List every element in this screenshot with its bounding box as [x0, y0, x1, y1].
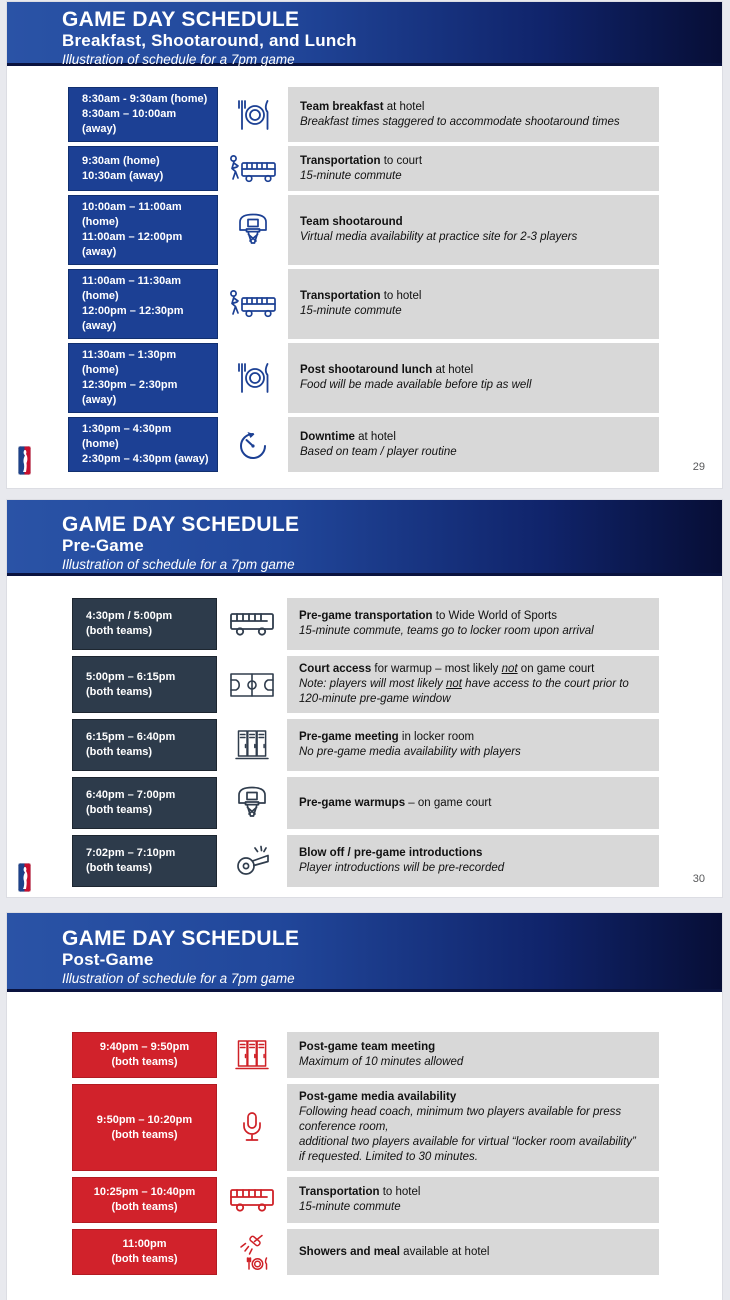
description-block: [287, 719, 659, 771]
description-detail: [299, 745, 649, 760]
mic-icon: [217, 1084, 287, 1171]
time-line: (both teams): [86, 746, 152, 758]
time-line: 5:00pm – 6:15pm: [86, 670, 176, 683]
description-heading: [300, 100, 649, 115]
description-block: [287, 656, 659, 713]
description-heading: [299, 796, 649, 811]
text-segment: Post-game team meeting: [299, 1041, 436, 1053]
text-segment: – on game court: [405, 796, 492, 809]
court-icon: [217, 656, 287, 713]
schedule-row: [72, 598, 722, 650]
text-segment: Showers and meal: [299, 1245, 400, 1258]
schedule-row: [72, 1032, 722, 1078]
time-line: 10:30am (away): [82, 169, 164, 182]
time-block: [68, 195, 218, 265]
dining-icon: [218, 87, 288, 142]
text-segment: No pre-game media availability with players: [299, 746, 521, 758]
time-line: 10:25pm – 10:40pm: [93, 1186, 196, 1198]
text-segment: to Wide World of Sports: [432, 610, 557, 622]
text-segment: Team breakfast: [300, 100, 384, 113]
description-block: [287, 777, 659, 829]
time-line: 9:30am (home): [82, 154, 160, 167]
time-line: (both teams): [111, 1128, 178, 1141]
description-block: [288, 417, 659, 472]
time-line: (both teams): [111, 1056, 178, 1068]
time-line: 9:40pm – 9:50pm: [99, 1041, 190, 1053]
time-line: 12:00pm – 12:30pm (away): [82, 305, 184, 332]
time-block: [68, 343, 218, 413]
time-block: [72, 1229, 217, 1275]
time-line: (both teams): [86, 804, 152, 816]
slide-subtitle: Pre-Game: [62, 536, 144, 555]
description-detail: [299, 1200, 649, 1215]
dining-icon: [218, 343, 288, 413]
time-line: 9:50pm – 10:20pm: [96, 1113, 193, 1126]
slide-note: Illustration of schedule for a 7pm game: [62, 971, 295, 986]
slide-body: [7, 576, 722, 897]
whistle-icon: [217, 835, 287, 887]
time-line: 1:30pm – 4:30pm (home): [82, 423, 172, 450]
description-block: [288, 343, 659, 413]
slide-post-game: [7, 913, 722, 1300]
text-segment: Blow off / pre-game introductions: [299, 847, 483, 859]
time-line: (both teams): [86, 685, 152, 698]
walk-bus-icon: [218, 269, 288, 339]
time-line: (both teams): [111, 1201, 178, 1213]
time-block: [72, 1084, 217, 1171]
text-segment: Post shootaround lunch: [300, 364, 433, 376]
text-segment: Transportation: [300, 154, 381, 167]
schedule-rows: [72, 1032, 722, 1275]
description-heading: [300, 154, 649, 169]
nba-logo: [18, 863, 31, 892]
time-line: (both teams): [111, 1253, 178, 1265]
text-segment: if requested. Limited to 30 minutes.: [299, 1151, 478, 1163]
text-segment: Virtual media availability at practice site for 2-3 players: [300, 231, 578, 243]
time-line: 6:40pm – 7:00pm: [86, 789, 176, 801]
bus-icon: [217, 1177, 287, 1223]
text-segment: to hotel: [379, 1186, 421, 1198]
description-detail: [299, 1150, 649, 1165]
schedule-row: [68, 195, 722, 265]
text-segment: Downtime: [300, 430, 355, 443]
time-block: [72, 777, 217, 829]
text-segment: at hotel: [383, 100, 425, 113]
text-segment: 15-minute commute: [299, 1201, 401, 1213]
hoop-icon: [217, 777, 287, 829]
text-segment: for warmup – most likely: [371, 663, 502, 675]
schedule-row: [72, 1084, 722, 1171]
text-segment: 15-minute commute: [300, 169, 402, 182]
description-heading: [300, 289, 649, 304]
description-heading: [300, 430, 649, 445]
description-detail: [299, 1055, 649, 1070]
time-line: 11:00pm: [122, 1238, 167, 1250]
lockers-icon: [217, 719, 287, 771]
text-segment: Pre-game transportation: [299, 610, 433, 622]
text-segment: Based on team / player routine: [300, 445, 457, 458]
text-segment: Breakfast times staggered to accommodate shootaround times: [300, 115, 620, 128]
slide-body: [7, 66, 722, 488]
description-heading: [299, 1090, 649, 1105]
description-block: [288, 269, 659, 339]
description-detail: [300, 304, 649, 319]
description-detail: [299, 677, 649, 692]
slide-body: [7, 992, 722, 1300]
text-segment: at hotel: [432, 364, 474, 376]
description-heading: [299, 609, 649, 624]
text-segment: at hotel: [354, 430, 396, 443]
description-heading: [299, 1245, 649, 1260]
schedule-row: [68, 269, 722, 339]
slide-subtitle: Post-Game: [62, 950, 154, 969]
page-number: 30: [692, 873, 705, 885]
text-segment: Post-game media availability: [299, 1091, 457, 1103]
description-detail: [299, 861, 649, 876]
page-number: 29: [692, 461, 705, 473]
slide-header: [7, 913, 722, 992]
time-line: 11:00am – 12:00pm (away): [82, 231, 183, 258]
slide-title: GAME DAY SCHEDULE: [62, 513, 300, 536]
slide-header: [7, 500, 722, 576]
schedule-row: [72, 835, 722, 887]
text-segment: Pre-game meeting: [299, 731, 399, 743]
description-detail: [299, 1135, 649, 1150]
text-segment: available at hotel: [399, 1245, 490, 1258]
text-segment: Team shootaround: [300, 216, 403, 228]
time-block: [72, 719, 217, 771]
schedule-rows: [68, 87, 722, 472]
description-heading: [299, 1185, 649, 1200]
description-block: [288, 195, 659, 265]
description-heading: [299, 1040, 649, 1055]
text-segment: to hotel: [380, 290, 422, 302]
slide-note: Illustration of schedule for a 7pm game: [62, 52, 295, 67]
time-block: [72, 1032, 217, 1078]
text-segment: Following head coach, minimum two players available for press conference room,: [299, 1106, 622, 1133]
text-segment: additional two players available for virtual “locker room availability”: [299, 1136, 636, 1148]
time-line: 4:30pm / 5:00pm: [86, 610, 173, 622]
time-line: 7:02pm – 7:10pm: [86, 847, 176, 859]
slide-breakfast-shootaround-lunch: [7, 2, 722, 488]
text-segment: Food will be made available before tip as well: [300, 379, 532, 391]
text-segment: Pre-game warmups: [299, 796, 406, 809]
time-line: 6:15pm – 6:40pm: [86, 731, 176, 743]
time-line: (both teams): [86, 625, 152, 637]
time-line: 11:00am – 11:30am (home): [82, 275, 182, 302]
time-line: 2:30pm – 4:30pm (away): [82, 453, 209, 465]
description-detail: [299, 692, 649, 707]
description-heading: [300, 363, 649, 378]
text-segment: in locker room: [398, 731, 475, 743]
schedule-row: [68, 87, 722, 142]
text-segment: to court: [380, 154, 423, 167]
description-detail: [300, 445, 649, 460]
page: [0, 2, 730, 1300]
text-segment: not: [445, 678, 462, 690]
slide-subtitle: Breakfast, Shootaround, and Lunch: [62, 31, 357, 50]
schedule-row: [72, 656, 722, 713]
description-block: [287, 1032, 659, 1078]
schedule-row: [72, 1177, 722, 1223]
description-detail: [300, 115, 649, 130]
description-block: [287, 1084, 659, 1171]
time-line: 8:30am - 9:30am (home): [82, 93, 208, 105]
description-heading: [300, 215, 649, 230]
time-block: [72, 1177, 217, 1223]
time-line: 8:30am – 10:00am (away): [82, 108, 177, 135]
description-block: [288, 146, 659, 191]
shower-meal-icon: [217, 1229, 287, 1275]
slide-pre-game: [7, 500, 722, 897]
text-segment: 120-minute pre-game window: [299, 693, 451, 705]
time-line: (both teams): [86, 862, 152, 874]
description-heading: [299, 730, 649, 745]
time-block: [72, 598, 217, 650]
schedule-row: [68, 146, 722, 191]
text-segment: not: [501, 663, 518, 675]
time-block: [72, 835, 217, 887]
lockers-icon: [217, 1032, 287, 1078]
schedule-row: [72, 719, 722, 771]
description-block: [288, 87, 659, 142]
text-segment: on game court: [517, 663, 595, 675]
time-line: 10:00am – 11:00am (home): [82, 201, 182, 228]
time-block: [68, 87, 218, 142]
text-segment: 15-minute commute, teams go to locker room upon arrival: [299, 625, 594, 637]
text-segment: Player introductions will be pre-recorded: [299, 862, 505, 874]
text-segment: Note: players will most likely: [299, 678, 446, 690]
description-block: [287, 835, 659, 887]
description-block: [287, 1229, 659, 1275]
description-detail: [300, 230, 649, 245]
hoop-icon: [218, 195, 288, 265]
time-block: [72, 656, 217, 713]
time-block: [68, 146, 218, 191]
time-line: 11:30am – 1:30pm (home): [82, 349, 177, 376]
description-block: [287, 1177, 659, 1223]
nba-logo: [18, 446, 31, 475]
schedule-row: [72, 777, 722, 829]
schedule-row: [68, 343, 722, 413]
time-line: 12:30pm – 2:30pm (away): [82, 379, 178, 406]
bus-icon: [217, 598, 287, 650]
text-segment: Court access: [299, 663, 372, 675]
description-heading: [299, 662, 649, 677]
text-segment: Transportation: [300, 290, 381, 302]
description-detail: [300, 169, 649, 184]
time-block: [68, 417, 218, 472]
description-detail: [300, 378, 649, 393]
slide-title: GAME DAY SCHEDULE: [62, 8, 300, 31]
slide-note: Illustration of schedule for a 7pm game: [62, 557, 295, 572]
slide-header: [7, 2, 722, 66]
text-segment: Transportation: [299, 1186, 380, 1198]
slide-title: GAME DAY SCHEDULE: [62, 927, 300, 950]
time-block: [68, 269, 218, 339]
schedule-rows: [72, 598, 722, 887]
description-detail: [299, 1105, 649, 1135]
text-segment: 15-minute commute: [300, 305, 402, 317]
text-segment: have access to the court prior to: [461, 678, 629, 690]
description-block: [287, 598, 659, 650]
description-heading: [299, 846, 649, 861]
schedule-row: [72, 1229, 722, 1275]
timer-icon: [218, 417, 288, 472]
schedule-row: [68, 417, 722, 472]
walk-bus-icon: [218, 146, 288, 191]
description-detail: [299, 624, 649, 639]
text-segment: Maximum of 10 minutes allowed: [299, 1056, 464, 1068]
